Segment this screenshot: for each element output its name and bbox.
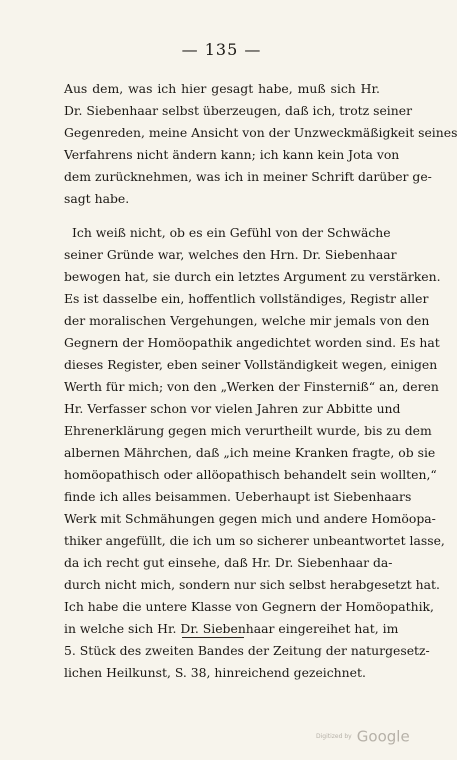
text-line: homöopathisch oder allöopathisch behandelt sein wollten,“ bbox=[64, 467, 437, 482]
text-line: 5. Stück des zweiten Bandes der Zeitung der naturgesetz- bbox=[64, 643, 430, 658]
text-line: durch nicht mich, sondern nur sich selbst herabgesetzt hat. bbox=[64, 577, 440, 592]
text-line: Gegenreden, meine Ansicht von der Unzweckmäßigkeit seines bbox=[64, 125, 457, 140]
text-line: thiker angefüllt, die ich um so sicherer unbeantwortet lasse, bbox=[64, 533, 445, 548]
digitization-watermark bbox=[316, 726, 410, 746]
text-line: Ehrenerklärung gegen mich verurtheilt wurde, bis zu dem bbox=[64, 423, 432, 438]
text-line: Dr. Siebenhaar selbst überzeugen, daß ich, trotz seiner bbox=[64, 103, 413, 118]
text-line: Hr. Verfasser schon vor vielen Jahren zur Abbitte und bbox=[64, 401, 401, 416]
text-line: dieses Register, eben seiner Vollständigkeit wegen, einigen bbox=[64, 357, 438, 372]
text-line: Ich weiß nicht, ob es ein Gefühl von der Schwäche bbox=[72, 225, 391, 240]
watermark-brand: Google bbox=[356, 727, 410, 746]
text-line: in welche sich Hr. Dr. Siebenhaar eingereihet hat, im bbox=[64, 621, 399, 636]
text-line: Gegnern der Homöopathik angedichtet worden sind. Es hat bbox=[64, 335, 440, 350]
text-line: Aus dem, was ich hier gesagt habe, muß sich Hr. bbox=[64, 81, 380, 96]
text-line: finde ich alles beisammen. Ueberhaupt ist Siebenhaars bbox=[64, 489, 412, 504]
text-line: bewogen hat, sie durch ein letztes Argument zu verstärken. bbox=[64, 269, 441, 284]
text-line: Ich habe die untere Klasse von Gegnern der Homöopathik, bbox=[64, 599, 434, 614]
text-line: der moralischen Vergehungen, welche mir jemals von den bbox=[64, 313, 430, 328]
section-divider bbox=[182, 637, 244, 638]
text-line: da ich recht gut einsehe, daß Hr. Dr. Siebenhaar da- bbox=[64, 555, 393, 570]
text-line: Es ist dasselbe ein, hoffentlich vollständiges, Registr aller bbox=[64, 291, 429, 306]
text-line: seiner Gründe war, welches den Hrn. Dr. Siebenhaar bbox=[64, 247, 397, 262]
body-text bbox=[64, 78, 457, 684]
text-line: Werk mit Schmähungen gegen mich und andere Homöopa- bbox=[64, 511, 436, 526]
text-line: lichen Heilkunst, S. 38, hinreichend gezeichnet. bbox=[64, 665, 366, 680]
page-number: — 135 — bbox=[181, 40, 262, 59]
paragraph-2 bbox=[64, 222, 445, 684]
text-line: Werth für mich; von den „Werken der Finsterniß“ an, deren bbox=[64, 379, 439, 394]
text-line: dem zurücknehmen, was ich in meiner Schrift darüber ge- bbox=[64, 169, 432, 184]
text-line: albernen Mährchen, daß „ich meine Kranken fragte, ob sie bbox=[64, 445, 436, 460]
watermark-prefix: Digitized by bbox=[316, 733, 352, 740]
text-line: Verfahrens nicht ändern kann; ich kann kein Jota von bbox=[64, 147, 400, 162]
paragraph-gap bbox=[64, 210, 380, 222]
text-line: sagt habe. bbox=[64, 191, 130, 206]
paragraph-1 bbox=[64, 78, 457, 210]
